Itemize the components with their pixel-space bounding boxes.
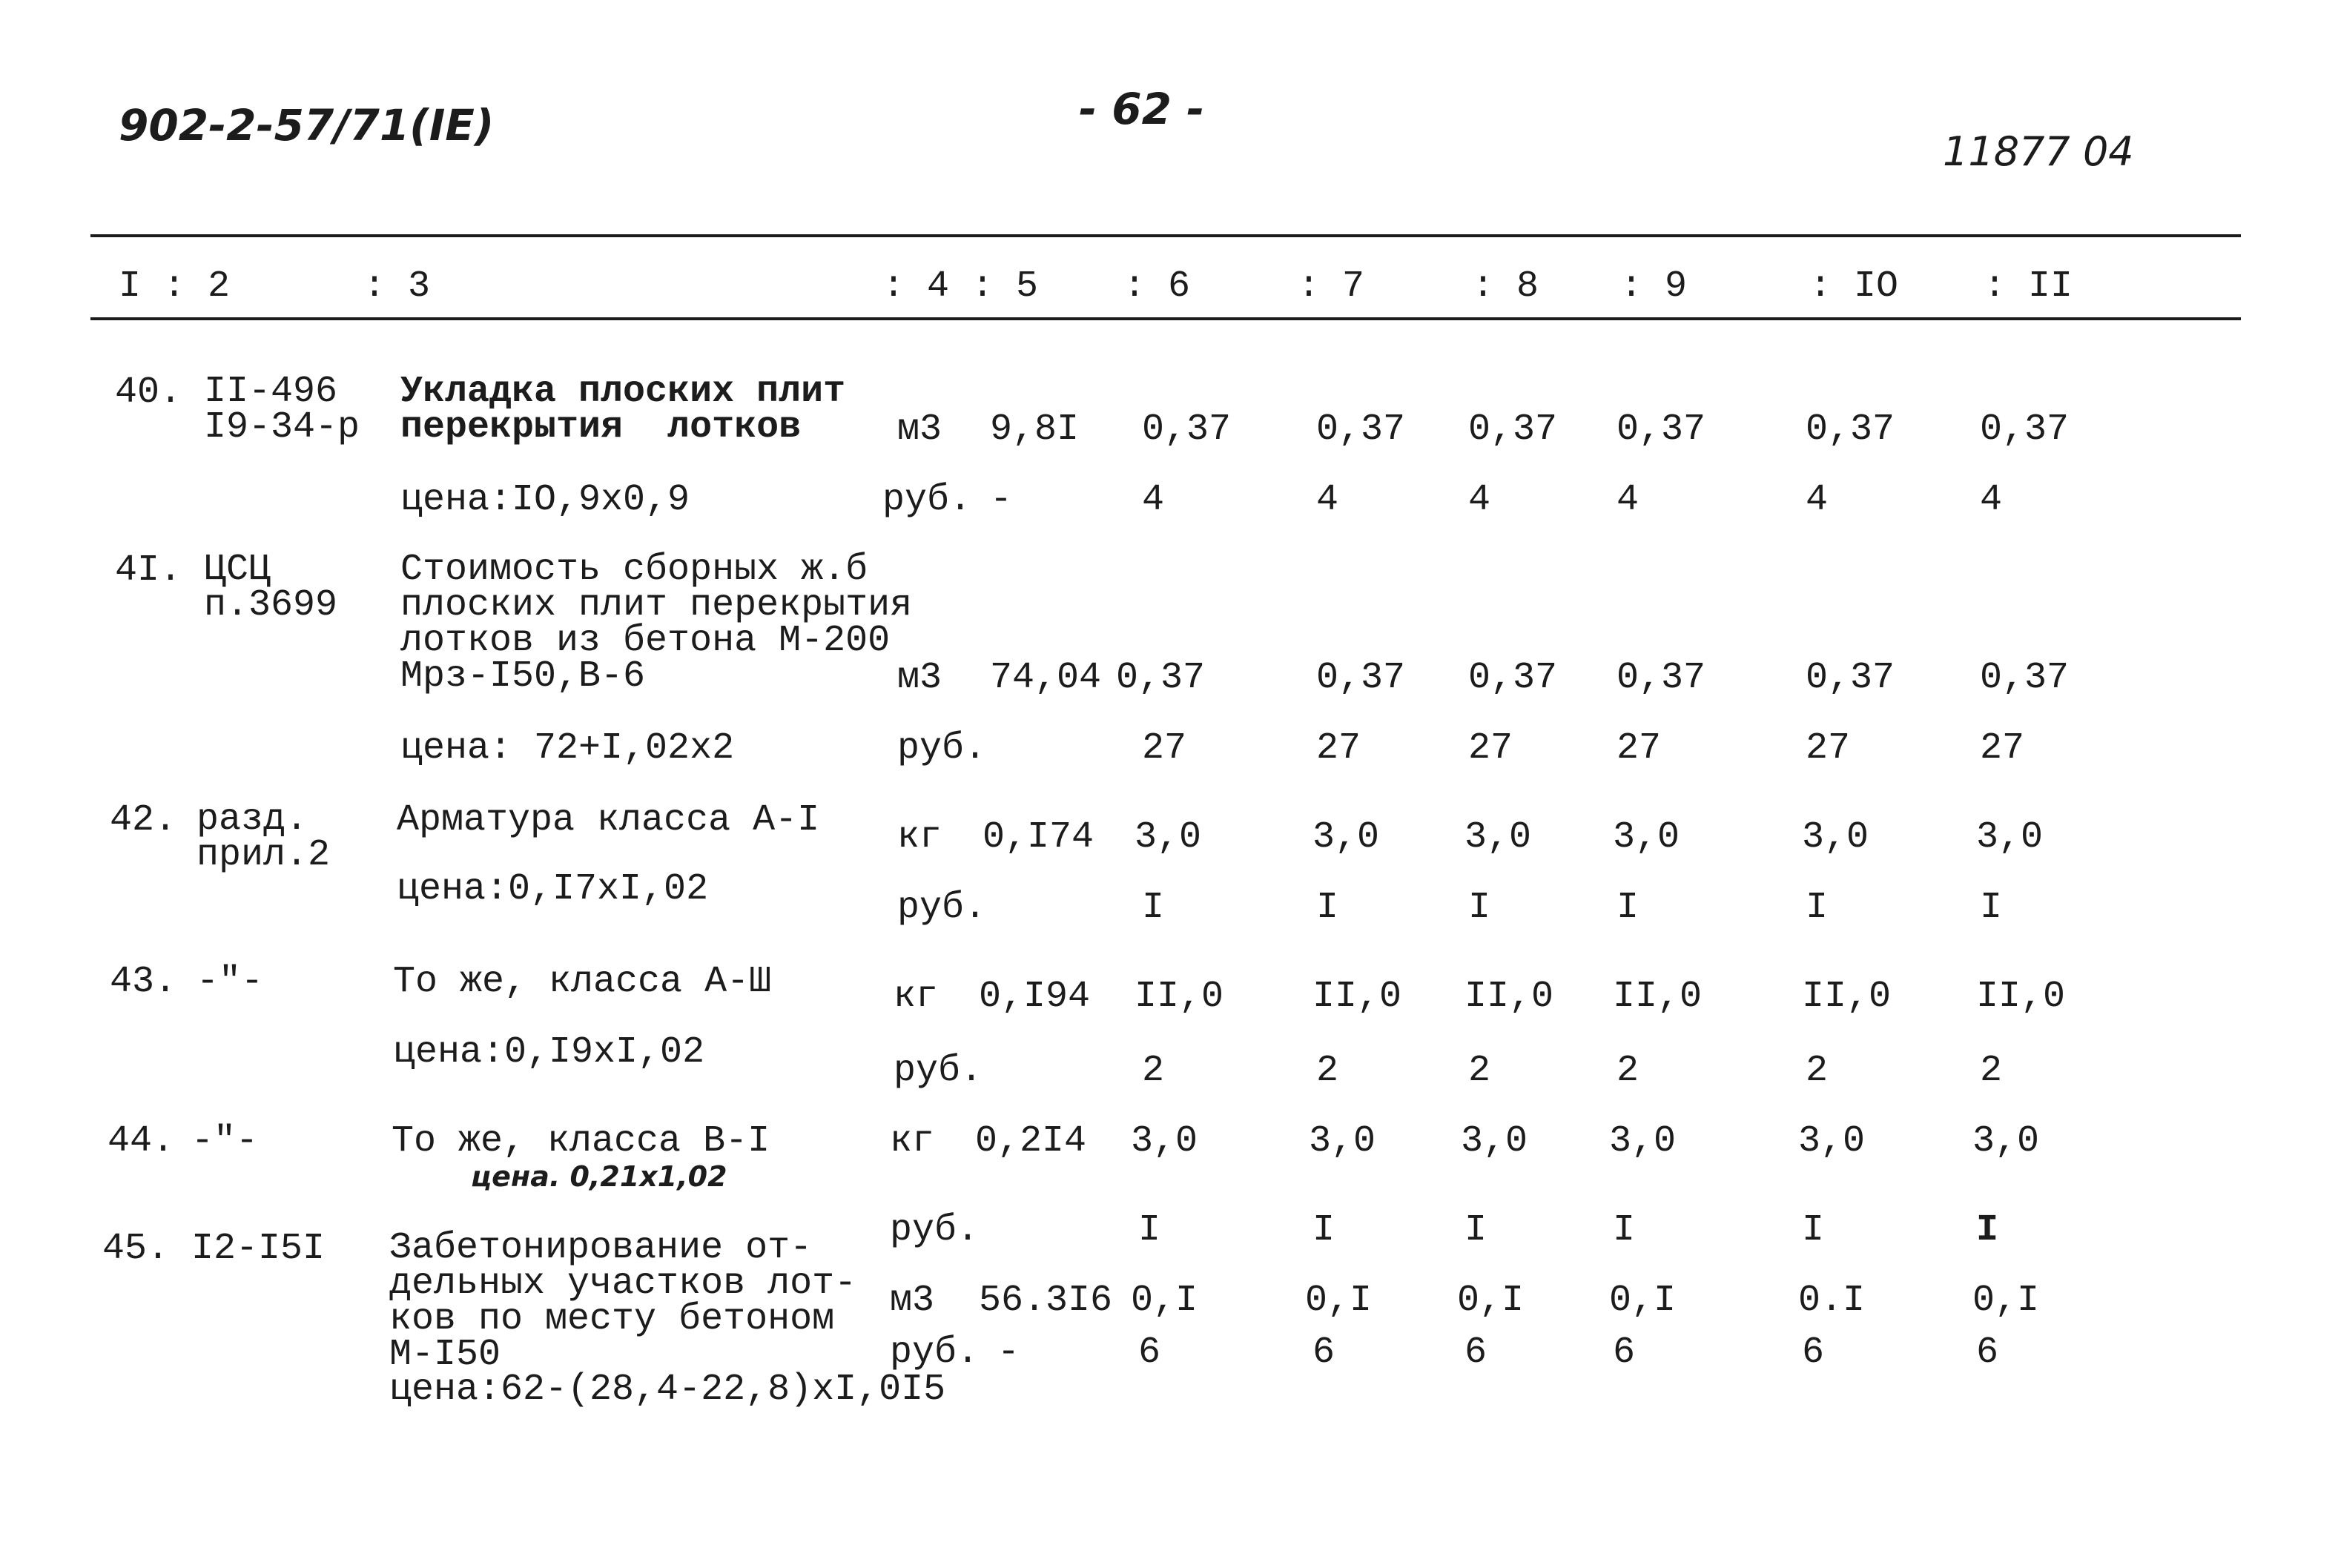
- cost-col-8: 27: [1468, 727, 1513, 770]
- qty-col-8: 0,37: [1468, 408, 1558, 451]
- row-description: То же, класса В-I: [392, 1120, 770, 1162]
- cost-unit: руб.: [897, 727, 987, 770]
- cost-col-6: I: [1138, 1209, 1161, 1251]
- cost-col-7: 4: [1316, 479, 1339, 521]
- row-unit-price: 74,04: [990, 657, 1102, 699]
- cost-formula: цена:0,I9xI,02: [393, 1031, 705, 1074]
- row-number: 43.: [110, 961, 177, 1003]
- document-code: 902-2-57/71(IE): [119, 100, 495, 150]
- cost-col-8: 6: [1464, 1332, 1487, 1374]
- cost-col-10: I: [1802, 1209, 1825, 1251]
- cost-col-9: 6: [1613, 1332, 1636, 1374]
- qty-col-10: 0,37: [1806, 657, 1895, 699]
- cost-unit: руб.: [882, 479, 972, 521]
- row-description: Укладка плоских плит перекрытия лотков: [400, 371, 846, 449]
- qty-col-8: 3,0: [1464, 816, 1532, 859]
- col-header-9: : 9: [1620, 265, 1688, 308]
- row-unit: м3: [897, 657, 942, 699]
- cost-col-9: 4: [1617, 479, 1639, 521]
- cost-col-11: I: [1976, 1209, 1999, 1251]
- row-reference: II-496 I9-34-р: [204, 371, 360, 449]
- cost-unit: руб.: [894, 1050, 983, 1092]
- cost-col-10: 2: [1806, 1050, 1829, 1092]
- qty-col-9: 0,I: [1609, 1280, 1677, 1322]
- qty-col-11: 3,0: [1972, 1120, 2040, 1162]
- col-header-1-2: I : 2: [119, 265, 231, 308]
- header-bottom-rule: [90, 317, 2241, 320]
- cost-formula: цена:0,I7xI,02: [397, 868, 709, 910]
- qty-col-9: 3,0: [1613, 816, 1680, 859]
- cost-col-11: 4: [1980, 479, 2003, 521]
- cost-col-9: 27: [1617, 727, 1662, 770]
- qty-col-11: 0,37: [1980, 657, 2070, 699]
- col-header-8: : 8: [1472, 265, 1539, 308]
- qty-col-10: II,0: [1802, 976, 1892, 1018]
- cost-price: -: [990, 479, 1013, 521]
- row-unit-price: 56.3I6: [979, 1280, 1113, 1322]
- qty-col-7: 3,0: [1309, 1120, 1376, 1162]
- cost-formula-handwritten: цена. 0,21x1,02: [471, 1160, 727, 1193]
- cost-col-8: 2: [1468, 1050, 1491, 1092]
- cost-formula: цена:62-(28,4-22,8)xI,0I5: [389, 1369, 946, 1411]
- cost-col-11: 6: [1976, 1332, 1999, 1374]
- qty-col-7: II,0: [1312, 976, 1402, 1018]
- row-unit-price: 9,8I: [990, 408, 1080, 451]
- qty-col-11: II,0: [1976, 976, 2066, 1018]
- cost-col-8: I: [1464, 1209, 1487, 1251]
- qty-col-6: 3,0: [1135, 816, 1202, 859]
- qty-col-10: 3,0: [1802, 816, 1869, 859]
- qty-col-6: II,0: [1135, 976, 1224, 1018]
- cost-col-10: 27: [1806, 727, 1851, 770]
- cost-col-11: 2: [1980, 1050, 2003, 1092]
- cost-col-7: I: [1312, 1209, 1335, 1251]
- qty-col-8: 0,37: [1468, 657, 1558, 699]
- cost-formula: цена: 72+I,02x2: [400, 727, 735, 770]
- qty-col-8: 0,I: [1457, 1280, 1525, 1322]
- row-unit: м3: [890, 1280, 935, 1322]
- qty-col-9: 0,37: [1617, 657, 1706, 699]
- cost-col-6: 6: [1138, 1332, 1161, 1374]
- cost-col-9: I: [1613, 1209, 1636, 1251]
- qty-col-10: 0,37: [1806, 408, 1895, 451]
- qty-col-7: 0,37: [1316, 657, 1406, 699]
- col-header-6: : 6: [1123, 265, 1191, 308]
- col-header-7: : 7: [1298, 265, 1365, 308]
- cost-unit: руб.: [897, 887, 987, 929]
- row-number: 45.: [102, 1228, 170, 1270]
- qty-col-7: 0,I: [1305, 1280, 1373, 1322]
- cost-col-11: I: [1980, 887, 2003, 929]
- cost-col-6: 2: [1142, 1050, 1165, 1092]
- qty-col-6: 0,37: [1116, 657, 1206, 699]
- qty-col-9: 3,0: [1609, 1120, 1677, 1162]
- row-unit-price: 0,I94: [979, 976, 1091, 1018]
- qty-col-10: 3,0: [1798, 1120, 1866, 1162]
- row-unit: кг: [890, 1120, 935, 1162]
- row-description: Арматура класса А-I: [397, 799, 820, 841]
- qty-col-6: 0,I: [1131, 1280, 1198, 1322]
- inventory-number: 11877 04: [1943, 128, 2134, 175]
- cost-col-11: 27: [1980, 727, 2025, 770]
- row-reference: -"-: [191, 1120, 259, 1162]
- cost-col-8: 4: [1468, 479, 1491, 521]
- qty-col-11: 3,0: [1976, 816, 2044, 859]
- cost-col-9: 2: [1617, 1050, 1639, 1092]
- row-reference: -"-: [197, 961, 264, 1003]
- cost-col-6: 4: [1142, 479, 1165, 521]
- row-number: 40.: [115, 371, 182, 414]
- header-top-rule: [90, 234, 2241, 237]
- qty-col-9: 0,37: [1617, 408, 1706, 451]
- col-header-10: : IO: [1809, 265, 1899, 308]
- cost-col-7: I: [1316, 887, 1339, 929]
- row-unit: кг: [897, 816, 942, 859]
- qty-col-9: II,0: [1613, 976, 1703, 1018]
- qty-col-8: 3,0: [1461, 1120, 1528, 1162]
- cost-col-10: 4: [1806, 479, 1829, 521]
- row-unit: кг: [894, 976, 939, 1018]
- qty-col-7: 3,0: [1312, 816, 1380, 859]
- row-description: Забетонирование от- дельных участков лот- ков по месту бетоном М-I50: [389, 1227, 857, 1376]
- row-unit-price: 0,I74: [983, 816, 1094, 859]
- qty-col-7: 0,37: [1316, 408, 1406, 451]
- cost-unit: руб.: [890, 1209, 980, 1251]
- row-number: 44.: [108, 1120, 175, 1162]
- cost-formula: цена:IO,9x0,9: [400, 479, 690, 521]
- cost-price: -: [997, 1332, 1020, 1374]
- col-header-3: : 3: [363, 265, 431, 308]
- cost-col-7: 27: [1316, 727, 1361, 770]
- row-number: 42.: [110, 799, 177, 841]
- col-header-11: : II: [1984, 265, 2073, 308]
- page-number: - 62 -: [1079, 84, 1205, 134]
- row-unit-price: 0,2I4: [975, 1120, 1087, 1162]
- cost-col-7: 2: [1316, 1050, 1339, 1092]
- cost-col-7: 6: [1312, 1332, 1335, 1374]
- cost-col-8: I: [1468, 887, 1491, 929]
- qty-col-10: 0.I: [1798, 1280, 1866, 1322]
- qty-col-6: 0,37: [1142, 408, 1232, 451]
- qty-col-6: 3,0: [1131, 1120, 1198, 1162]
- row-number: 4I.: [115, 549, 182, 592]
- cost-col-6: I: [1142, 887, 1165, 929]
- col-header-4-5: : 4 : 5: [882, 265, 1039, 308]
- row-reference: I2-I5I: [191, 1228, 326, 1270]
- cost-unit: руб.: [890, 1332, 980, 1374]
- row-description: Стоимость сборных ж.б плоских плит перекрытия лотков из бетона М-200 Мрз-I50,В-6: [400, 549, 913, 698]
- qty-col-11: 0,37: [1980, 408, 2070, 451]
- cost-col-6: 27: [1142, 727, 1187, 770]
- qty-col-11: 0,I: [1972, 1280, 2040, 1322]
- row-reference: разд. прил.2: [197, 798, 331, 876]
- row-unit: м3: [897, 408, 942, 451]
- cost-col-10: I: [1806, 887, 1829, 929]
- row-description: То же, класса А-Ш: [393, 961, 772, 1003]
- qty-col-8: II,0: [1464, 976, 1554, 1018]
- cost-col-10: 6: [1802, 1332, 1825, 1374]
- row-reference: ЦСЦ п.3699: [204, 549, 338, 626]
- cost-col-9: I: [1617, 887, 1639, 929]
